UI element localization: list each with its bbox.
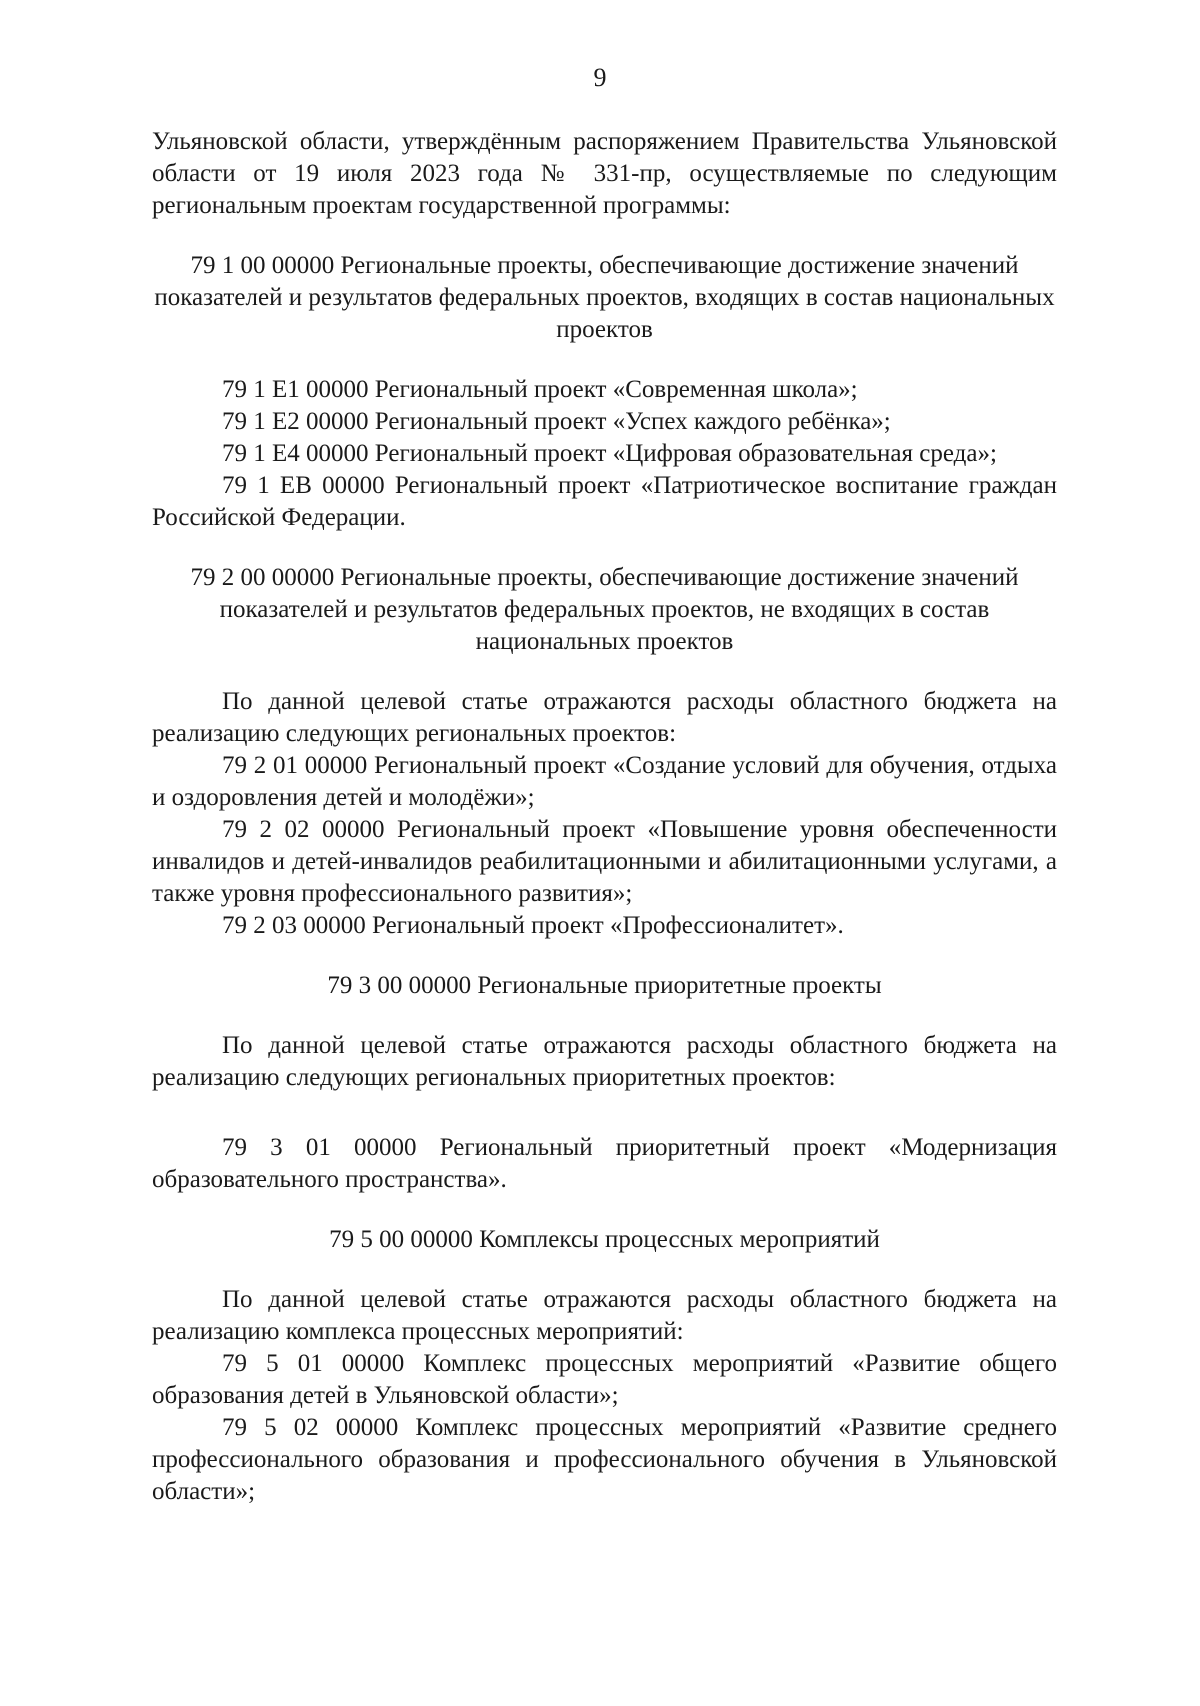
section-heading-79-5: 79 5 00 00000 Комплексы процессных мероприятий [329,1226,880,1253]
section-intro: По данной целевой статье отражаются расходы областного бюджета на реализацию следующих региональных приоритетных проектов: [152,1032,1057,1091]
document-body [152,126,1057,1508]
intro-paragraph: Ульяновской области, утверждённым распоряжением Правительства Ульяновской области от 19 июля 2023 года № 331-пр, осуществляемые по следующим региональным проектам государственной программы: [152,128,1057,219]
page-number: 9 [593,63,607,92]
project-item: 79 2 02 00000 Региональный проект «Повышение уровня обеспеченности инвалидов и детей-инвалидов реабилитационными и абилитационными услугами, а также уровня профессионального развития»; [152,816,1057,907]
project-item: 79 5 02 00000 Комплекс процессных мероприятий «Развитие среднего профессионального образования и профессионального обучения в Ульяновской области»; [152,1414,1057,1505]
section-heading-79-3: 79 3 00 00000 Региональные приоритетные проекты [327,972,882,999]
section-heading-79-1: 79 1 00 00000 Региональные проекты, обеспечивающие достижение значений показателей и результатов федеральных проектов, входящих в состав национальных проектов [154,252,1055,343]
project-item: 79 1 Е4 00000 Региональный проект «Цифровая образовательная среда»; [222,440,997,467]
project-item: 79 1 Е1 00000 Региональный проект «Современная школа»; [222,376,858,403]
section-heading-79-2: 79 2 00 00000 Региональные проекты, обеспечивающие достижение значений показателей и результатов федеральных проектов, не входящих в состав национальных проектов [190,564,1019,655]
section-intro: По данной целевой статье отражаются расходы областного бюджета на реализацию комплекса процессных мероприятий: [152,1286,1057,1345]
project-item: 79 5 01 00000 Комплекс процессных мероприятий «Развитие общего образования детей в Ульяновской области»; [152,1350,1057,1409]
project-item: 79 3 01 00000 Региональный приоритетный проект «Модернизация образовательного пространства». [152,1134,1057,1193]
project-item: 79 2 01 00000 Региональный проект «Создание условий для обучения, отдыха и оздоровления детей и молодёжи»; [152,752,1057,811]
project-item: 79 1 ЕВ 00000 Региональный проект «Патриотическое воспитание граждан Российской Федерации. [152,472,1057,531]
section-intro: По данной целевой статье отражаются расходы областного бюджета на реализацию следующих региональных проектов: [152,688,1057,747]
project-item: 79 2 03 00000 Региональный проект «Профессионалитет». [222,912,844,939]
project-item: 79 1 Е2 00000 Региональный проект «Успех каждого ребёнка»; [222,408,891,435]
